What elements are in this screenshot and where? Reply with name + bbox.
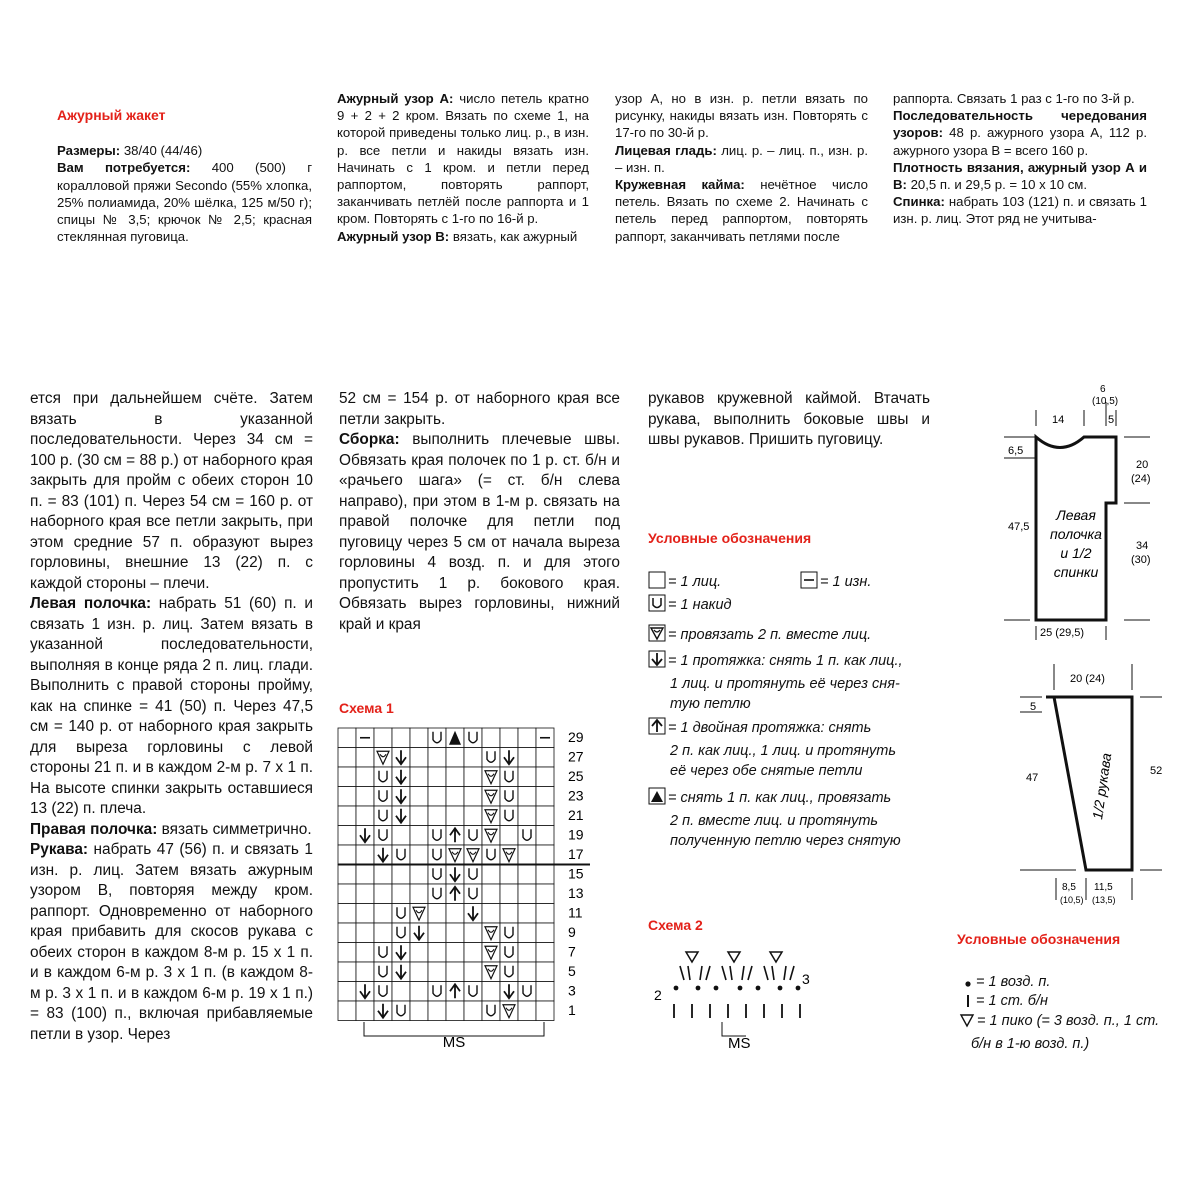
sleeves-text: набрать 47 (56) п. и связать 1 изн. р. лиц. Затем вязать ажурным узором В, повторяя между кром. раппорт. Одновременно от наборного края прибавить для скосов рукава с обеих сторон в каждом 8-м р. 15 х 1 п. и в каждом 6-м р. 3 х 1 п. (в каждом 8-м р. 3 х 1 п. и в каждом 6-м р. 19 х 1 п.) = 83 (100) п., включая прибавляемые петли в узор. Через: [30, 841, 313, 1043]
scheme-1-cell: [464, 767, 482, 787]
scheme-1-cell: [482, 982, 500, 1002]
legend-1-title: Условные обозначения: [648, 530, 812, 546]
scheme-1-cell: [518, 728, 536, 748]
lace-edging-text: нечётное число петель. Вязать по схеме 2. Начинать с петель перед раппортом, повторять раппорт, заканчивать петлями после: [615, 177, 868, 244]
scheme-1-cell: [500, 806, 518, 826]
front-side-alt: (30): [1131, 554, 1151, 566]
scheme-1-cell: [392, 728, 410, 748]
scheme-1-cell: [356, 884, 374, 904]
scheme-1-cell: [482, 845, 500, 865]
lace-edging-label: Кружевная кайма:: [615, 177, 745, 193]
sleeve-pattern-outline: [1046, 697, 1132, 870]
scheme-1-cell: [446, 904, 464, 924]
scheme-1-cell: [500, 923, 518, 943]
scheme-1-cell: [518, 884, 536, 904]
scheme-1-ms-label: MS: [442, 1034, 466, 1050]
bottom-column-1: [30, 389, 313, 1045]
sleeve-cap: 5: [1030, 701, 1037, 713]
scheme-1-cell: [428, 865, 446, 885]
scheme-1-cell: [536, 845, 554, 865]
scheme-1-cell: [392, 865, 410, 885]
scheme-1-cell: [536, 826, 554, 846]
scheme-1-row-number: 17: [568, 846, 584, 862]
scheme-1-cell: [500, 865, 518, 885]
stockinette-paragraph: [615, 142, 868, 176]
knit-symbol-icon: [648, 571, 666, 595]
gauge-label: Плотность вязания, ажурный узор А и В:: [893, 159, 1147, 193]
scheme-1-cell: [392, 1001, 410, 1021]
scheme-1-cell: [356, 962, 374, 982]
scheme-1-cell: [410, 748, 428, 768]
front-width: 25 (29,5): [1040, 627, 1085, 639]
sleeve-label: 1/2 рукава: [1089, 751, 1115, 821]
assembly-paragraph: [339, 430, 620, 635]
scheme-1-cell: [428, 845, 446, 865]
front-shoulder-width: 5: [1108, 414, 1115, 426]
scheme-1-row-number: 11: [568, 904, 583, 921]
sleeve-length-left: 47: [1026, 772, 1039, 784]
scheme-2-row-3-label: 3: [802, 971, 810, 987]
scheme-2-picots: [686, 952, 782, 962]
article-title: Ажурный жакет: [57, 107, 166, 123]
slip-knit-pass-symbol-icon: [648, 650, 666, 674]
scheme-1-chart: [330, 720, 590, 1050]
scheme-1-cell: [392, 904, 410, 924]
scheme-1-cell: [536, 943, 554, 963]
scheme-1-cell: [518, 806, 536, 826]
legend-2-item-sc: = 1 ст. б/н: [962, 991, 1048, 1014]
scheme-1-grid: [338, 728, 590, 1021]
scheme-1-cell: [338, 982, 356, 1002]
scheme-1-cell: [338, 748, 356, 768]
assembly-text: выполнить плечевые швы. Обвязать края полочек по 1 р. ст. б/н и «рачьего шага» (= ст. б/н слева направо), при этом в 1-м р. связать на правой полочке для петли под пуговицу через 5 см от начала выреза горловины 4 возд. п. и для этого пропустить 1 р. бокового края. Обвязать вырез горловины, нижний край и края: [339, 431, 620, 633]
scheme-2-repeat-bracket: [722, 1022, 746, 1036]
front-neck-width: 14: [1052, 414, 1065, 426]
scheme-1-cell: [428, 982, 446, 1002]
scheme-1-cell: [518, 962, 536, 982]
scheme-1-cell: [428, 787, 446, 807]
stockinette-text: лиц. р. – лиц. п., изн. р. – изн. п.: [615, 142, 868, 175]
top-column-4: [893, 90, 1147, 228]
scheme-1-cell: [446, 1001, 464, 1021]
scheme-1-cell: [338, 904, 356, 924]
materials-label: Вам потребуется:: [57, 160, 191, 176]
scheme-1-cell: [356, 845, 374, 865]
scheme-1-cell: [338, 767, 356, 787]
back-label: Спинка:: [893, 194, 945, 210]
scheme-2-row-1: [674, 1004, 800, 1018]
scheme-1-cell: [500, 904, 518, 924]
right-front-label: Правая полочка:: [30, 820, 158, 838]
scheme-1-cell: [410, 728, 428, 748]
gauge-text: 20,5 п. и 29,5 р. = 10 х 10 см.: [906, 177, 1088, 193]
sleeves-paragraph: [30, 840, 313, 1045]
scheme-1-cell: [374, 826, 392, 846]
sleeves-continued: 52 см = 154 р. от наборного края все петли закрыть.: [339, 390, 620, 428]
scheme-1-cell: [518, 923, 536, 943]
scheme-1-cell: [392, 982, 410, 1002]
scheme-1-cell: [356, 943, 374, 963]
scheme-1-cell: [518, 787, 536, 807]
picot-icon: [959, 1012, 975, 1034]
scheme-1-cell: [500, 884, 518, 904]
scheme-1-cell: [374, 767, 392, 787]
scheme-1-cell: [392, 826, 410, 846]
scheme-1-cell: [410, 767, 428, 787]
gauge-paragraph: [893, 159, 1147, 193]
scheme-1-cell: [500, 767, 518, 787]
scheme-1-cell: [464, 1001, 482, 1021]
scheme-1-cell: [374, 806, 392, 826]
scheme-1-cell: [338, 884, 356, 904]
front-neck-depth: 6,5: [1008, 445, 1024, 457]
scheme-1-cell: [374, 943, 392, 963]
scheme-1-row-number: 27: [568, 748, 584, 765]
scheme-1-cell: [338, 923, 356, 943]
scheme-1-cell: [356, 748, 374, 768]
scheme-1-cell: [428, 1001, 446, 1021]
scheme-1-row-number: 5: [568, 963, 576, 979]
sizes-label: Размеры:: [57, 143, 121, 159]
scheme-2-row-3: [680, 966, 794, 980]
scheme-1-cell: [428, 826, 446, 846]
scheme-1-cell: [446, 943, 464, 963]
scheme-1-cell: [410, 962, 428, 982]
legend-1-item-skpo: = 1 протяжка: снять 1 п. как лиц., 1 лиц. и протянуть её через сня- тую петлю: [648, 650, 903, 714]
scheme-1-cell: [356, 865, 374, 885]
assembly-label: Сборка:: [339, 431, 400, 448]
scheme-1-cell: [356, 806, 374, 826]
scheme-1-cell: [536, 748, 554, 768]
legend-1-item-sk2po: = снять 1 п. как лиц., провязать 2 п. вместе лиц. и протянуть полученную петлю через снятую: [648, 787, 901, 851]
scheme-1-cell: [500, 943, 518, 963]
sizes-paragraph: [57, 142, 312, 159]
back-text: набрать 103 (121) п. и связать 1 изн. р. лиц. Этот ряд не учитыва-: [893, 194, 1147, 227]
scheme-1-cell: [464, 748, 482, 768]
scheme-2-row-2: [674, 986, 801, 991]
assembly-continued: рукавов кружевной каймой. Втачать рукава, выполнить боковые швы и швы рукавов. Пришить пуговицу.: [648, 390, 930, 448]
scheme-1-cell: [338, 806, 356, 826]
pattern-a-text: число петель кратно 9 + 2 + 2 кром. Вязать по схеме 1, на которой приведены только лиц. р., в изн. р. все петли и накиды вязать изн. Начинать с 1 кром. и петли перед раппортом, повторять раппорт, заканчивать петлёй после раппорта и 1 кром. Повторять с 1-го по 16-й р.: [337, 91, 589, 227]
scheme-1-cell: [446, 787, 464, 807]
scheme-1-cell: [338, 962, 356, 982]
sleeve-bottom-a-alt: (10,5): [1060, 895, 1084, 905]
sequence-paragraph: [893, 107, 1147, 159]
legend-2-title: Условные обозначения: [957, 931, 1121, 947]
pattern-a-paragraph: [337, 90, 589, 228]
scheme-1-cell: [410, 884, 428, 904]
scheme-1-cell: [410, 865, 428, 885]
scheme-1-row-number: 25: [568, 768, 584, 784]
scheme-1-cell: [464, 728, 482, 748]
scheme-1-cell: [410, 806, 428, 826]
lace-edging-paragraph: [615, 176, 868, 245]
sleeve-length-right: 52: [1150, 765, 1163, 777]
scheme-2-ms-label: MS: [728, 1035, 751, 1052]
sizes-value: 38/40 (44/46): [120, 143, 203, 159]
scheme-1-cell: [338, 943, 356, 963]
purl-symbol-icon: [800, 571, 818, 595]
bottom-column-2: [339, 389, 620, 635]
front-label-line-2: полочка: [1050, 526, 1102, 542]
scheme-1-cell: [536, 767, 554, 787]
scheme-1-row-numbers: [568, 729, 584, 1018]
scheme-1-cell: [464, 884, 482, 904]
scheme-1-cell: [518, 982, 536, 1002]
scheme-1-cell: [392, 884, 410, 904]
scheme-1-cell: [428, 904, 446, 924]
scheme-1-cell: [356, 787, 374, 807]
double-slip-symbol-icon: [648, 717, 666, 741]
scheme-1-cell: [518, 767, 536, 787]
scheme-1-cell: [518, 1001, 536, 1021]
scheme-1-cell: [428, 767, 446, 787]
scheme-1-cell: [536, 806, 554, 826]
pattern-b-paragraph: [337, 228, 589, 245]
scheme-1-cell: [446, 806, 464, 826]
scheme-1-cell: [464, 826, 482, 846]
front-pattern-diagram: [990, 380, 1190, 640]
scheme-1-cell: [428, 806, 446, 826]
scheme-1-cell: [536, 1001, 554, 1021]
front-armhole: 20: [1136, 459, 1149, 471]
scheme-1-cell: [518, 943, 536, 963]
scheme-1-cell: [428, 748, 446, 768]
scheme-1-cell: [392, 923, 410, 943]
sleeve-pattern-diagram: [990, 660, 1190, 910]
scheme-1-cell: [374, 962, 392, 982]
scheme-1-row-number: 15: [568, 865, 584, 882]
sleeve-bottom-b: 11,5: [1094, 882, 1113, 893]
scheme-1-cell: [500, 787, 518, 807]
front-armhole-alt: (24): [1131, 473, 1151, 485]
scheme-1-cell: [500, 728, 518, 748]
scheme-1-cell: [536, 787, 554, 807]
k2tog-symbol-icon: [648, 624, 666, 648]
scheme-1-cell: [482, 865, 500, 885]
scheme-1-cell: [482, 728, 500, 748]
scheme-1-cell: [428, 884, 446, 904]
scheme-1-cell: [428, 728, 446, 748]
scheme-1-cell: [356, 904, 374, 924]
stockinette-label: Лицевая гладь:: [615, 142, 717, 158]
scheme-1-cell: [410, 982, 428, 1002]
scheme-1-cell: [464, 982, 482, 1002]
scheme-1-row-number: 21: [568, 807, 584, 823]
lace-edging-continued: раппорта. Связать 1 раз с 1-го по 3-й р.: [893, 91, 1135, 106]
scheme-1-cell: [428, 962, 446, 982]
legend-1-item-knit: = 1 лиц.: [648, 571, 721, 595]
top-column-2: [337, 90, 589, 245]
scheme-1-cell: [446, 748, 464, 768]
scheme-1-cell: [536, 904, 554, 924]
scheme-1-cell: [338, 1001, 356, 1021]
scheme-1-cell: [374, 865, 392, 885]
back-paragraph: [893, 193, 1147, 227]
scheme-1-row-number: 23: [568, 787, 584, 804]
front-side: 34: [1136, 540, 1149, 552]
pattern-a-label: Ажурный узор А:: [337, 91, 454, 106]
left-front-text: набрать 51 (60) п. и связать 1 изн. р. лиц. Затем вязать в указанной последовательности, выполняя в конце ряда 2 п. лиц. глади. Выполнить с правой стороны пройму, как на спинке = 41 (50) п. Через 47,5 см = 140 р. от наборного края закрыть для выреза горловины с левой стороны 21 п. и в каждом 2-м р. 7 х 1 п. На высоте спинки закрыть оставшиеся 13 (22) п. плеча.: [30, 595, 313, 817]
scheme-1-cell: [410, 787, 428, 807]
scheme-2-title: Схема 2: [648, 917, 703, 933]
scheme-1-cell: [518, 845, 536, 865]
pattern-b-text: вязать, как ажурный: [449, 228, 578, 244]
top-column-3: [615, 90, 868, 245]
scheme-1-cell: [536, 865, 554, 885]
scheme-1-cell: [338, 728, 356, 748]
front-length: 47,5: [1008, 521, 1030, 533]
scheme-1-cell: [392, 845, 410, 865]
yarn-over-symbol-icon: [648, 594, 666, 618]
bottom-column-3: [648, 389, 930, 451]
scheme-1-cell: [536, 982, 554, 1002]
scheme-1-cell: [428, 923, 446, 943]
triangle-symbol-icon: [648, 787, 666, 811]
sleeve-bottom-b-alt: (13,5): [1092, 895, 1116, 905]
scheme-2-chart: [650, 942, 820, 1052]
sequence-text: 48 р. ажурного узора А, 112 р. ажурного узора В = всего 160 р.: [893, 125, 1147, 158]
scheme-1-row-number: 9: [568, 924, 576, 940]
legend-2-item-picot: = 1 пико (= 3 возд. п., 1 ст. б/н в 1-ю возд. п.): [959, 1011, 1159, 1054]
pattern-b-continued: узор А, но в изн. р. петли вязать по рисунку, накиды вязать изн. Повторять с 17-го по 30-й р.: [615, 91, 868, 141]
scheme-1-cell: [356, 923, 374, 943]
scheme-1-cell: [410, 826, 428, 846]
scheme-1-cell: [518, 826, 536, 846]
scheme-1-cell: [446, 962, 464, 982]
scheme-1-cell: [518, 748, 536, 768]
scheme-1-cell: [374, 728, 392, 748]
scheme-1-cell: [500, 826, 518, 846]
left-front-label: Левая полочка:: [30, 595, 152, 612]
scheme-1-cell: [482, 904, 500, 924]
scheme-1-cell: [464, 787, 482, 807]
scheme-1-cell: [356, 767, 374, 787]
scheme-1-cell: [446, 923, 464, 943]
scheme-1-cell: [500, 962, 518, 982]
scheme-1-row-number: 7: [568, 943, 576, 960]
scheme-1-cell: [464, 943, 482, 963]
right-front-text: вязать симметрично.: [157, 820, 312, 838]
scheme-1-cell: [482, 884, 500, 904]
scheme-1-cell: [518, 904, 536, 924]
scheme-1-cell: [464, 923, 482, 943]
scheme-1-title: Схема 1: [339, 700, 394, 716]
front-label-line-4: спинки: [1053, 564, 1099, 580]
scheme-1-row-number: 1: [568, 1002, 576, 1018]
sequence-label: Последовательность чередования узоров:: [893, 108, 1147, 141]
legend-1-item-double-skpo: = 1 двойная протяжка: снять 2 п. как лиц., 1 лиц. и протянуть её через обе снятые петли: [648, 717, 896, 781]
scheme-1-cell: [338, 845, 356, 865]
scheme-1-cell: [428, 943, 446, 963]
scheme-1-cell: [374, 787, 392, 807]
sleeve-top-width: 20 (24): [1070, 673, 1105, 685]
front-label-line-3: и 1/2: [1060, 545, 1092, 561]
materials-value: 400 (500) г коралловой пряжи Secondo (55% хлопка, 25% полиамида, 20% шёлка, 125 м/50 г); спицы № 3,5; крючок № 2,5; красная стеклянная пуговица.: [57, 160, 313, 245]
scheme-1-cell: [338, 787, 356, 807]
sleeve-bottom-a: 8,5: [1062, 882, 1076, 893]
scheme-1-cell: [356, 1001, 374, 1021]
scheme-1-cell: [374, 904, 392, 924]
scheme-1-cell: [374, 982, 392, 1002]
legend-1-item-k2tog: = провязать 2 п. вместе лиц.: [648, 624, 871, 648]
top-column-1: [57, 107, 312, 245]
scheme-1-cell: [518, 865, 536, 885]
materials-paragraph: [57, 159, 312, 245]
right-front-paragraph: [30, 820, 313, 841]
sleeves-label: Рукава:: [30, 841, 89, 858]
scheme-1-cell: [482, 1001, 500, 1021]
scheme-1-cell: [374, 923, 392, 943]
scheme-1-cell: [482, 748, 500, 768]
scheme-1-row-number: 13: [568, 885, 584, 901]
scheme-1-cell: [374, 884, 392, 904]
scheme-1-row-number: 19: [568, 826, 584, 843]
scheme-1-row-number: 3: [568, 982, 576, 999]
scheme-1-cell: [464, 865, 482, 885]
pattern-b-label: Ажурный узор В:: [337, 228, 450, 244]
scheme-1-cell: [446, 767, 464, 787]
scheme-1-cell: [410, 845, 428, 865]
back-continued: ется при дальнейшем счёте. Затем вязать в указанной последовательности. Через 34 см = 100 р. (30 см = 88 р.) от наборного края закрыть для пройм с обеих сторон 10 п. = 83 (101) п. Через 54 см = 160 р. от наборного края все петли закрыть, при этом средние 57 п. образуют вырез горловины, внешние 13 (22) п. с каждой стороны – плечи.: [30, 390, 313, 592]
scheme-1-cell: [536, 884, 554, 904]
scheme-1-cell: [338, 865, 356, 885]
scheme-1-cell: [536, 923, 554, 943]
scheme-1-cell: [410, 1001, 428, 1021]
scheme-1-cell: [464, 806, 482, 826]
front-top-total: 6: [1100, 384, 1106, 395]
scheme-2-row-2-label: 2: [654, 987, 662, 1003]
scheme-1-cell: [536, 962, 554, 982]
legend-2-item-chain: = 1 возд. п.: [962, 972, 1050, 995]
scheme-1-cell: [410, 943, 428, 963]
scheme-1-cell: [338, 826, 356, 846]
front-top-total-alt: (10,5): [1092, 396, 1119, 407]
scheme-1-row-number: 29: [568, 729, 584, 745]
legend-1-item-yarnover: = 1 накид: [648, 594, 732, 618]
legend-1-item-purl: = 1 изн.: [800, 571, 871, 595]
left-front-paragraph: [30, 594, 313, 820]
scheme-1-cell: [464, 962, 482, 982]
front-label-line-1: Левая: [1056, 507, 1096, 523]
